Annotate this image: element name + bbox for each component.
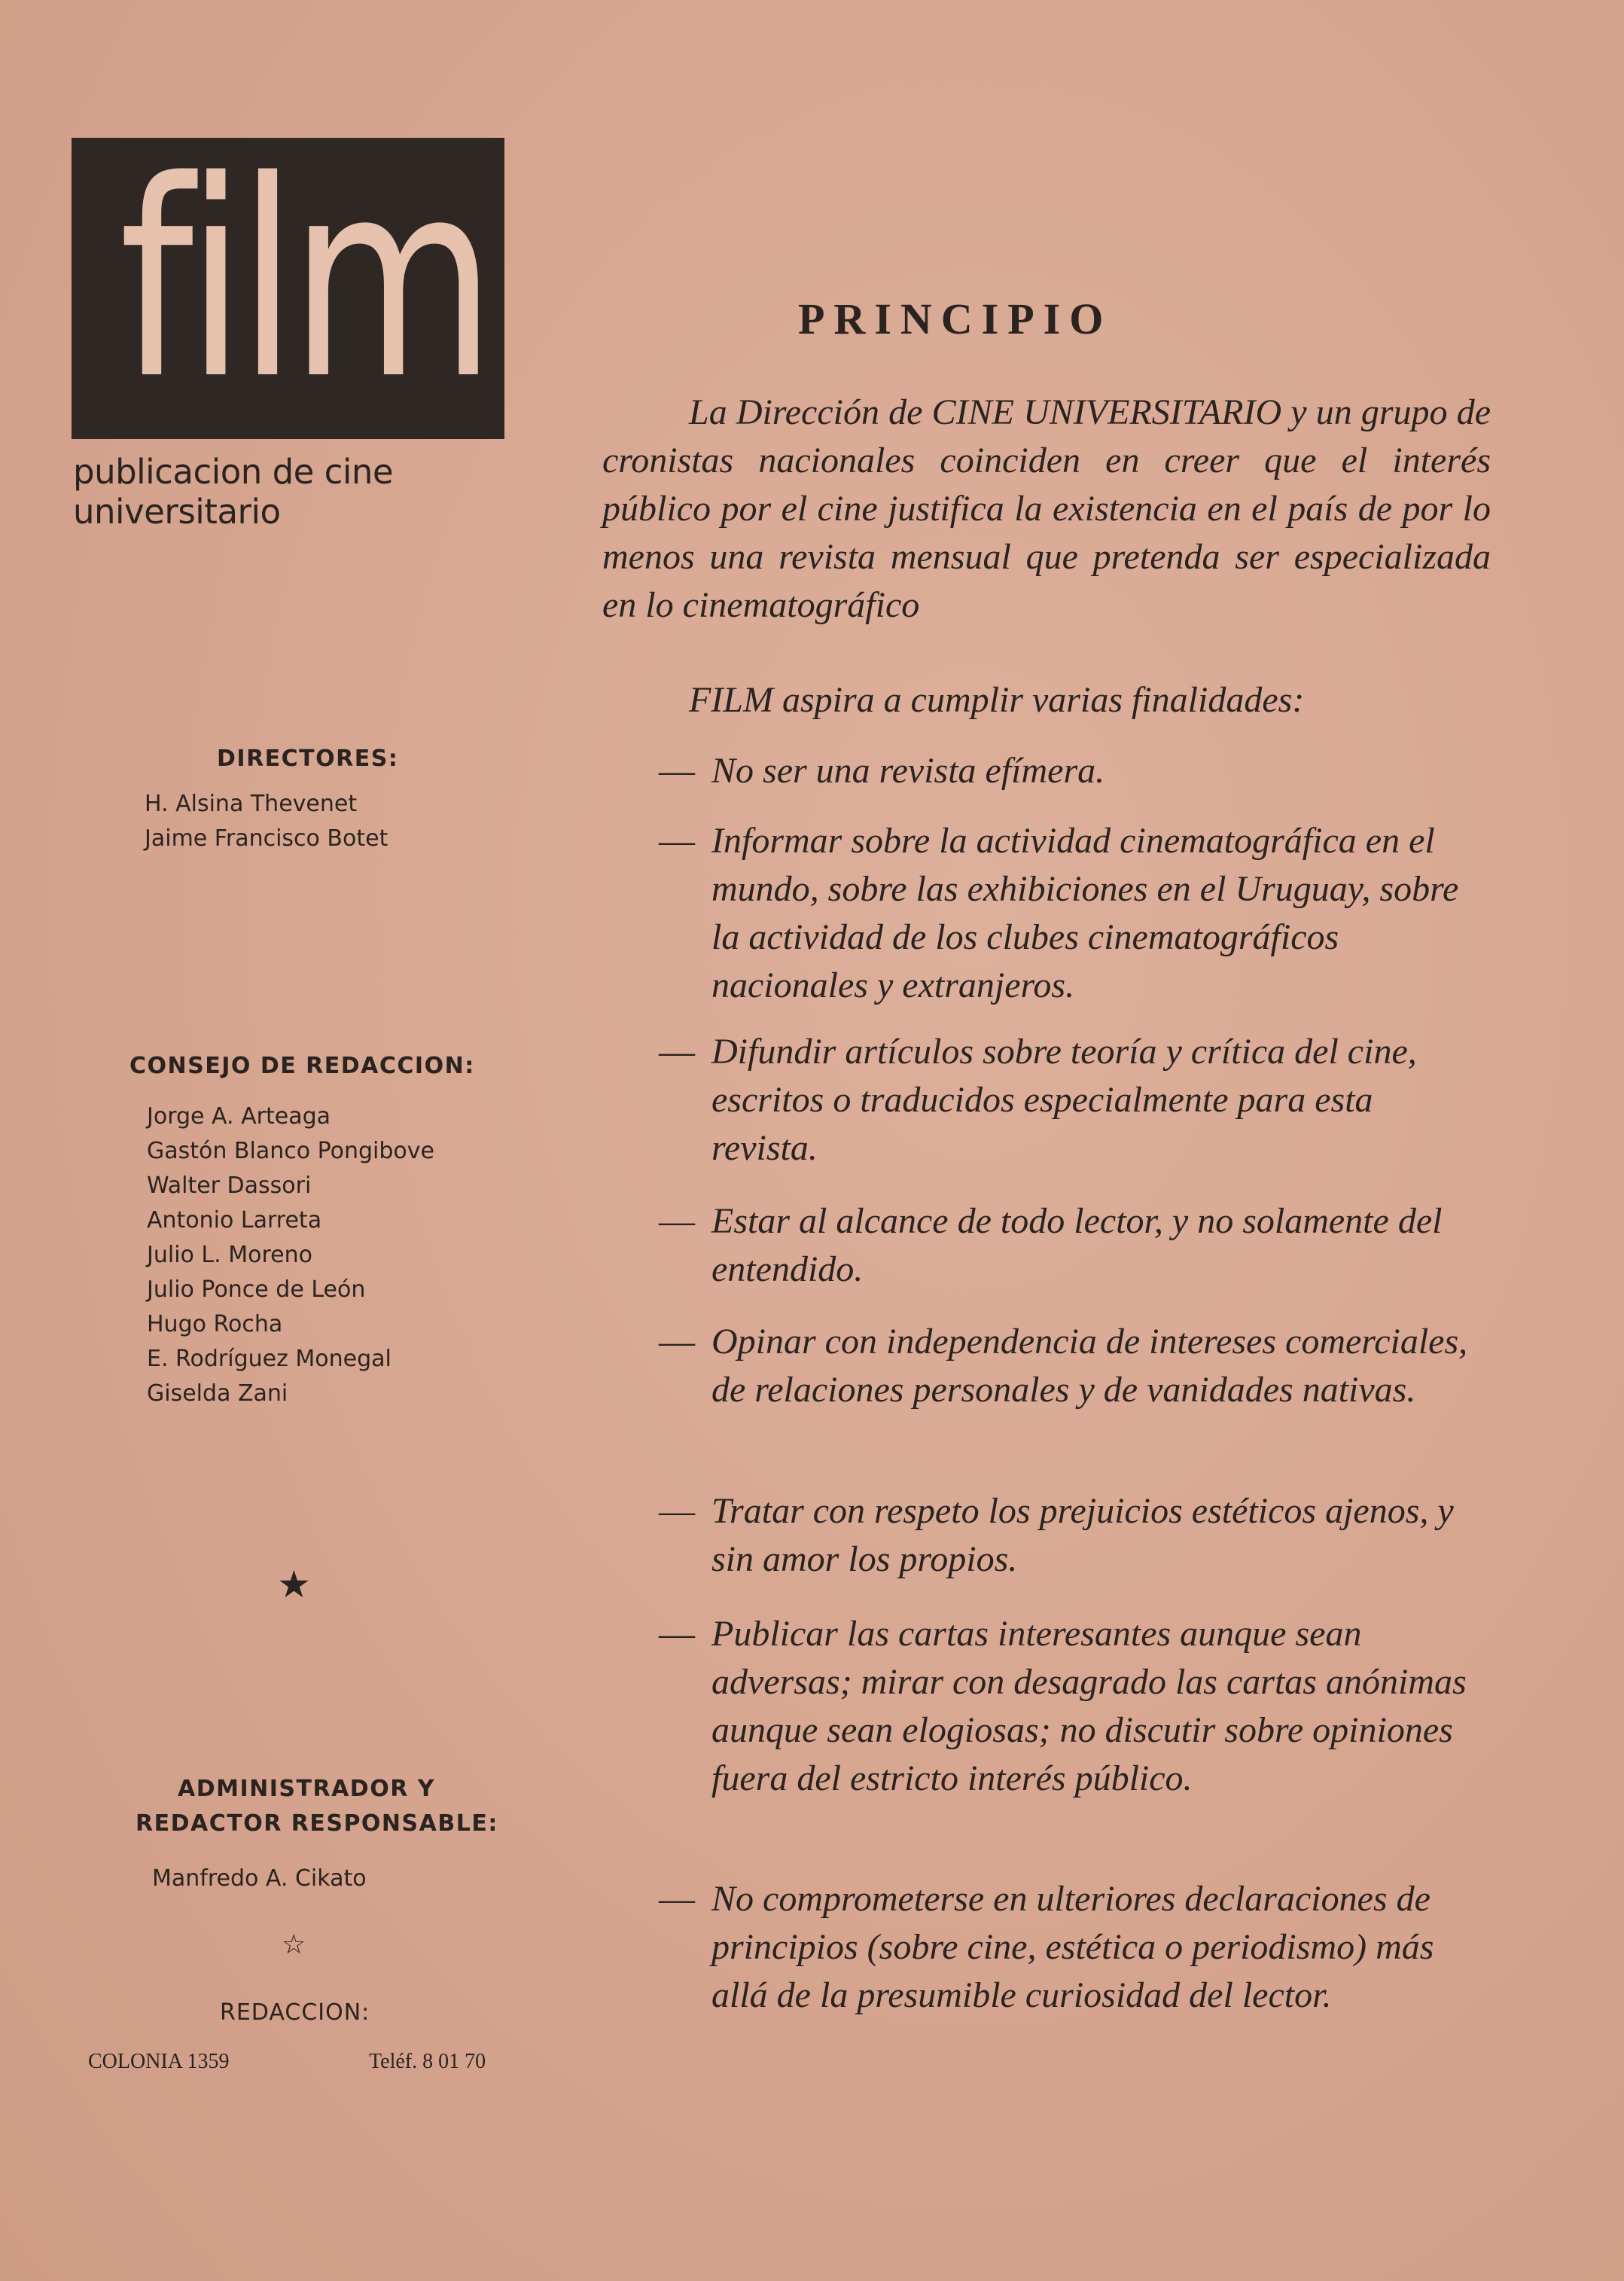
dash: — [659,751,695,791]
administrator-heading-2: REDACTOR RESPONSABLE: [136,1810,498,1837]
aim-text: Estar al alcance de todo lector, y no solamente del entendido. [711,1201,1443,1289]
masthead-sidebar [0,0,572,2281]
aim-text: No ser una revista efímera. [711,751,1105,791]
council-member: Julio Ponce de León [147,1276,366,1303]
aim-text: Difundir artículos sobre teoría y crítica del cine, escritos o traducidos especialmente para esta revista. [711,1032,1417,1168]
redaction-phone: Teléf. 8 01 70 [369,2050,486,2073]
administrator-heading: ADMINISTRADOR Y [178,1776,435,1802]
redaction-heading-text: REDACCION: [220,1999,370,2026]
directors-list [145,787,388,856]
article-title: PRINCIPIO [798,294,1113,343]
small-star-icon: ☆ [282,1929,306,1960]
dash: — [659,1879,695,1919]
council-member: Antonio Larreta [147,1207,322,1234]
dash: — [659,1614,695,1654]
council-member: Jorge A. Arteaga [147,1103,331,1130]
redaction-heading [220,1996,370,2030]
logo-wordmark: film [119,123,489,438]
council-heading: CONSEJO DE REDACCION: [129,1053,475,1079]
directors-heading: DIRECTORES: [217,746,399,772]
aim-text: No comprometerse en ulteriores declaraciones de principios (sobre cine, estética o periodismo) más allá de la presumible curiosidad del lector. [711,1879,1434,2015]
council-member: E. Rodríguez Monegal [147,1346,392,1372]
dash: — [659,1201,695,1241]
aim-text: Opinar con independencia de intereses comerciales, de relaciones personales y de vanidades nativas. [711,1322,1468,1410]
dash: — [659,1491,695,1531]
director-name: H. Alsina Thevenet [145,791,358,817]
council-member: Giselda Zani [147,1380,288,1407]
aim-text: Tratar con respeto los prejuicios estéticos ajenos, y sin amor los propios. [711,1491,1454,1579]
administrator-name [152,1862,367,1896]
dash: — [659,1032,695,1072]
council-member: Gastón Blanco Pongibove [147,1138,435,1164]
director-name: Jaime Francisco Botet [145,825,388,852]
council-member: Hugo Rocha [147,1311,283,1337]
star-icon: ★ [277,1563,311,1606]
article-intro: La Dirección de CINE UNIVERSITARIO y un grupo de cronistas nacionales coinciden en creer que el interés público por el cine justifica la existencia en el país de por lo menos una revista mensual que pretenda ser especializada en lo cinematográfico [602,392,1491,625]
article-aims-line: FILM aspira a cumplir varias finalidades: [689,680,1305,720]
aim-text: Publicar las cartas interesantes aunque sean adversas; mirar con desagrado las cartas anónimas aunque sean elogiosas; no discutir sobre opiniones fuera del estricto interés público. [711,1614,1467,1798]
redaction-address: COLONIA 1359 [88,2050,230,2073]
film-logo [72,123,504,439]
aim-text: Informar sobre la actividad cinematográfica en el mundo, sobre las exhibiciones en el Uruguay, sobre la actividad de los clubes cinematográficos nacionales y extranjeros. [711,821,1459,1005]
logo-tagline: publicacion de cine universitario [73,452,394,532]
council-member: Julio L. Moreno [147,1242,312,1268]
dash: — [659,821,695,861]
dash: — [659,1322,695,1362]
administrator-name-text: Manfredo A. Cikato [152,1865,367,1892]
council-list [147,1099,434,1411]
council-member: Walter Dassori [147,1173,312,1199]
